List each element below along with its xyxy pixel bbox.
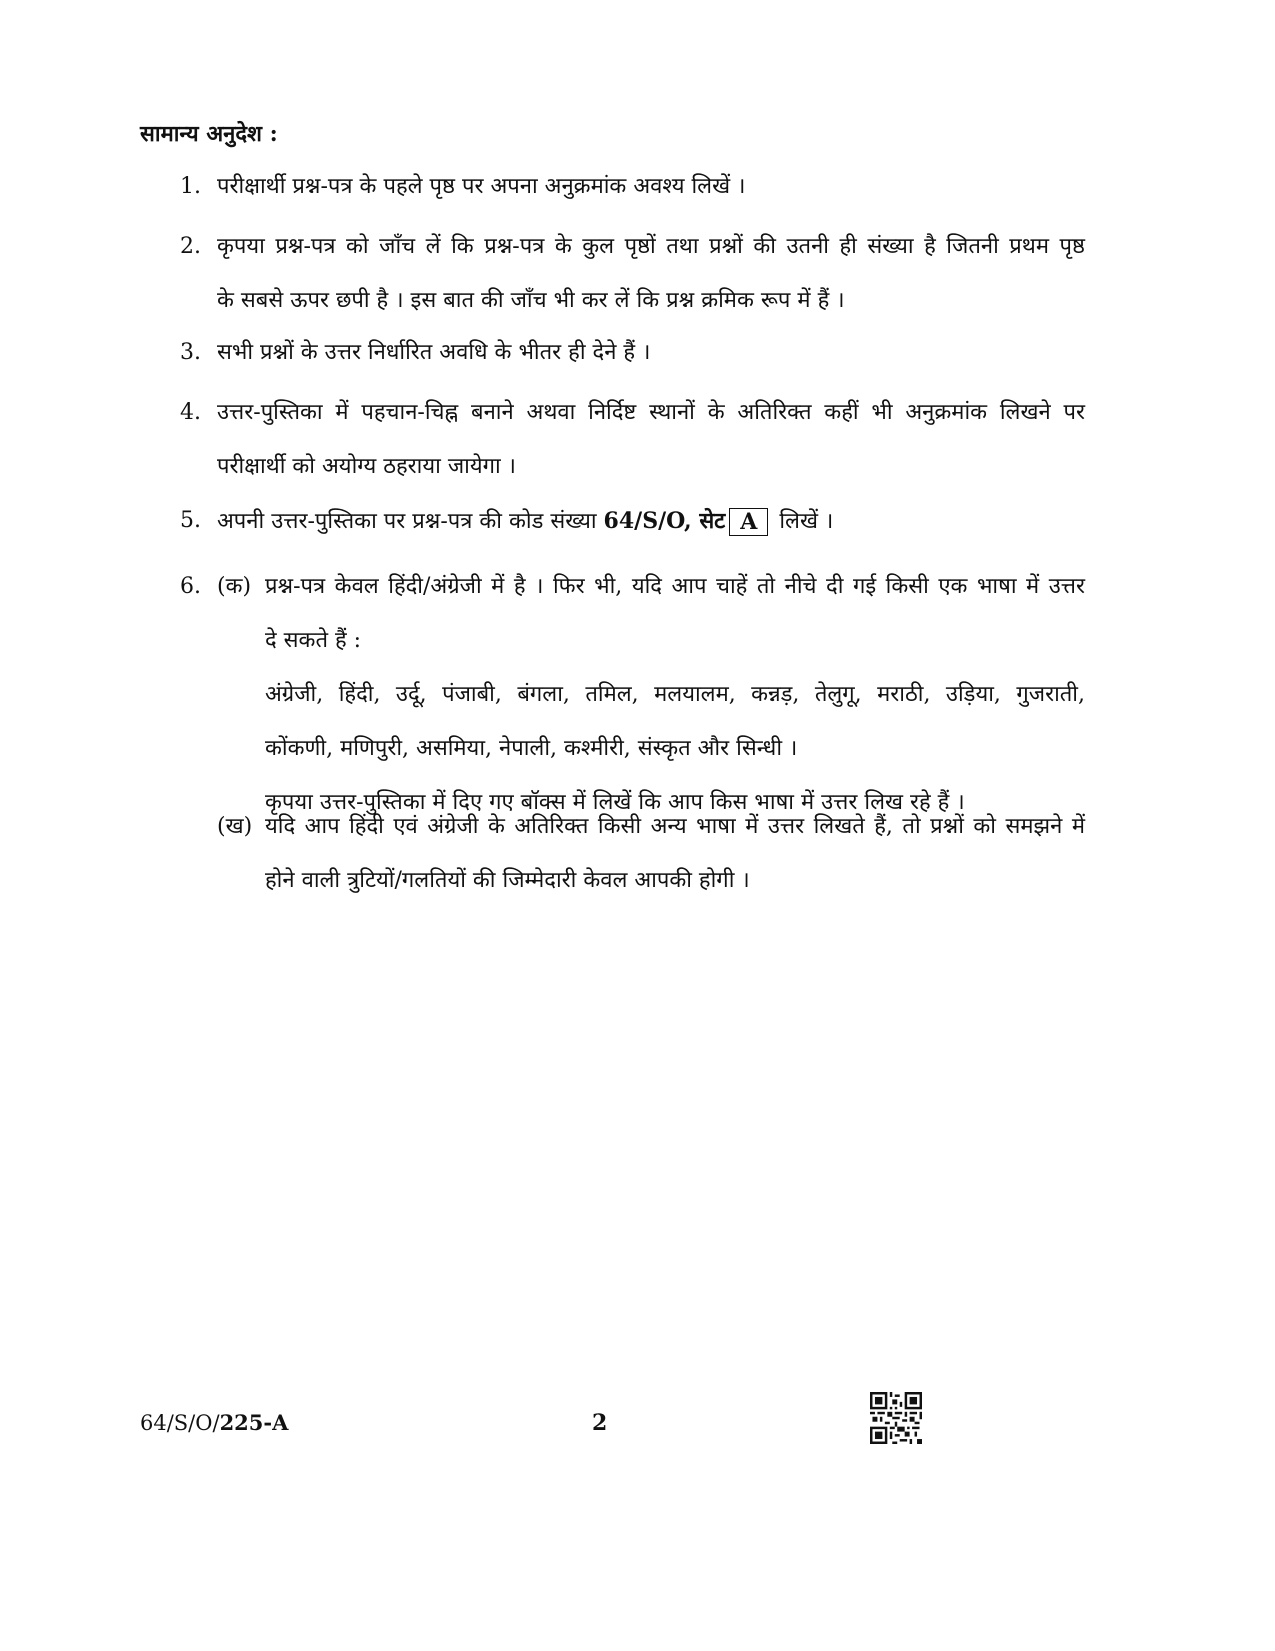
instructions-heading: सामान्य अनुदेश : [140, 121, 278, 147]
instruction-text: होने वाली त्रुटियों/गलतियों की जिम्मेदारी केवल आपकी होगी । [265, 868, 750, 893]
instruction-text: परीक्षार्थी को अयोग्य ठहराया जायेगा । [217, 454, 517, 479]
instruction-3 [180, 326, 1085, 380]
instruction-number: 3. [180, 340, 201, 365]
instruction-4 [180, 386, 1085, 494]
instruction-6b-body [217, 800, 1085, 908]
sub-label-kha: (ख) [217, 814, 253, 839]
instruction-number: 1. [180, 174, 201, 199]
instruction-text: के सबसे ऊपर छपी है । इस बात की जाँच भी कर लें कि प्रश्न क्रमिक रूप में हैं । [217, 288, 845, 313]
instruction-5-before: अपनी उत्तर-पुस्तिका पर प्रश्न-पत्र की कोड संख्या [217, 509, 604, 534]
instruction-text: दे सकते हैं : [265, 628, 362, 653]
instruction-6b [180, 800, 1085, 908]
instruction-text: प्रश्न-पत्र केवल हिंदी/अंग्रेजी में है । फिर भी, यदि आप चाहें तो नीचे दी गई किसी एक भाषा में उत्तर [265, 574, 1085, 599]
language-list: अंग्रेजी, हिंदी, उर्दू, पंजाबी, बंगला, तमिल, मलयालम, कन्नड़, तेलुगू, मराठी, उड़िया, गुजराती, [265, 682, 1085, 707]
instruction-1 [180, 160, 1085, 214]
instruction-number: 6. [180, 574, 201, 599]
instruction-text: कृपया प्रश्न-पत्र को जाँच लें कि प्रश्न-पत्र के कुल पृष्ठों तथा प्रश्नों की उतनी ही संख्या है जितनी प्रथम पृष्ठ [217, 234, 1085, 259]
footer-paper-code [140, 1410, 288, 1435]
question-paper-code: 64/S/O, सेट [603, 508, 726, 534]
instruction-text: कृपया उत्तर-पुस्तिका में दिए गए बॉक्स में लिखें कि आप किस भाषा में उत्तर लिख रहे हैं । [265, 790, 965, 815]
instruction-number: 5. [180, 508, 201, 533]
sub-label-ka: (क) [217, 574, 252, 599]
qr-code-icon [870, 1392, 922, 1444]
instruction-number: 2. [180, 234, 201, 259]
instruction-text [217, 494, 1085, 549]
instruction-2 [180, 220, 1085, 328]
paper-code-prefix: 64/S/O/ [140, 1411, 220, 1435]
instruction-text: यदि आप हिंदी एवं अंग्रेजी के अतिरिक्त किसी अन्य भाषा में उत्तर लिखते हैं, तो प्रश्नों को समझने में [265, 814, 1085, 839]
instruction-text: परीक्षार्थी प्रश्न-पत्र के पहले पृष्ठ पर अपना अनुक्रमांक अवश्य लिखें । [217, 174, 746, 199]
language-list: कोंकणी, मणिपुरी, असमिया, नेपाली, कश्मीरी, संस्कृत और सिन्धी । [265, 736, 798, 761]
paper-code-suffix: 225-A [219, 1410, 289, 1435]
instruction-6a [217, 560, 1085, 830]
instruction-text: उत्तर-पुस्तिका में पहचान-चिह्न बनाने अथवा निर्दिष्ट स्थानों के अतिरिक्त कहीं भी अनुक्रमांक लिखने पर [217, 400, 1085, 425]
instruction-5-after: लिखें । [772, 509, 834, 534]
instruction-number: 4. [180, 400, 201, 425]
instruction-6 [180, 560, 1085, 830]
instruction-5 [180, 494, 1085, 549]
instruction-text: सभी प्रश्नों के उत्तर निर्धारित अवधि के भीतर ही देने हैं । [217, 340, 651, 365]
page-number: 2 [592, 1410, 608, 1436]
set-box: A [729, 508, 768, 536]
